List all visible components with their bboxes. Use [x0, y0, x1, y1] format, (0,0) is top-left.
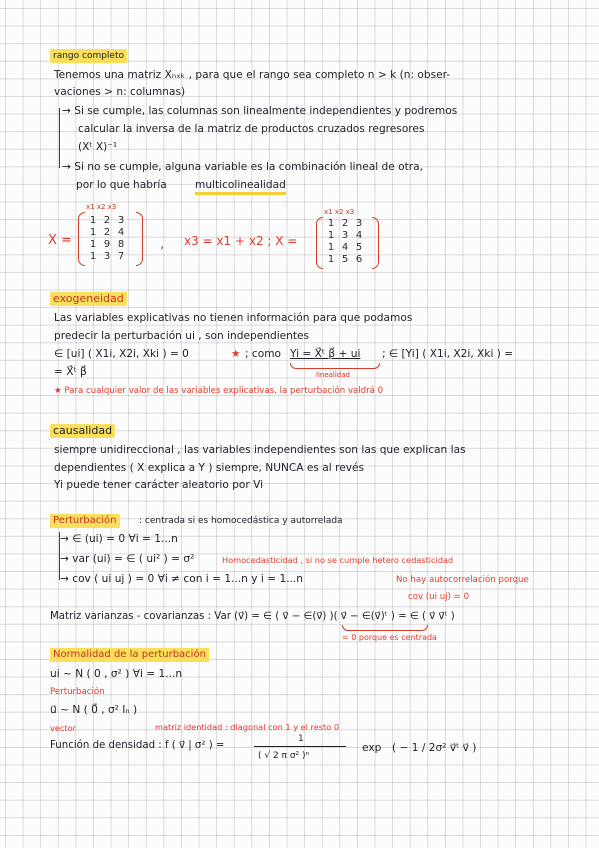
text-line: dependientes ( X explica a Y ) siempre, NUNCA es al revés [54, 462, 365, 474]
annotation: matriz identidad : diagonal con 1 y el resto 0 [155, 722, 340, 732]
bracket-line [59, 108, 60, 168]
formula: Función de densidad : f ( v⃗ | σ² ) = [50, 740, 225, 751]
matrix-x1 [86, 214, 128, 262]
note: ★ Para cualquier valor de las variables explicativas, la perturbación valdrá 0 [54, 386, 384, 396]
highlighted-term: multicolinealidad [195, 178, 286, 195]
bullet-text: por lo que habría [76, 179, 167, 191]
formula: ; ∈ [Yi] ( X1i, X2i, Xki ) = [382, 348, 514, 360]
formula: u⃗ ~ N ( 0⃗ , σ² Iₙ ) [50, 704, 138, 716]
text-line: Tenemos una matriz Xₙₓₖ , para que el rango sea completo n > k (n: obser- [54, 69, 451, 81]
matrix-cell: 3 [341, 229, 349, 241]
formula: ∈ [ui] ( X1i, X2i, Xki ) = 0 [54, 348, 189, 360]
text-line: siempre unidireccional , las variables independientes son las que explican las [54, 444, 466, 456]
matrix-label: X = [48, 233, 72, 248]
matrix-cell: 1 [327, 253, 335, 265]
matrix-cell: 1 [89, 226, 97, 238]
matrix-column-heads: x1 x2 x3 [324, 208, 355, 216]
formula: Yi = X⃗ᵗ β⃗ + ui [290, 348, 361, 360]
label-vector: vector [50, 723, 76, 733]
fraction-numerator: 1 [298, 734, 304, 744]
matrix-cell: 3 [117, 214, 125, 226]
bullet-text: → Si se cumple, las columnas son linealmente independientes y podremos [62, 105, 458, 117]
matrix-x2 [324, 217, 366, 265]
text-line: : centrada si es homocedástica y autorrelada [139, 516, 343, 526]
text-line: Las variables explicativas no tienen información para que podamos [54, 312, 413, 324]
bullet-text: → Si no se cumple, alguna variable es la combinación lineal de otra, [62, 161, 423, 173]
matrix-cell: 6 [355, 253, 363, 265]
matrix-bracket-right [372, 217, 379, 269]
matrix-cell: 3 [103, 250, 111, 262]
label-perturbacion: Perturbación [50, 687, 105, 697]
formula: Matriz varianzas - covarianzas : Var (v⃗) = ∈ ( v⃗ − ∈(v⃗) )( v⃗ − ∈(v⃗)ᵗ ) = ∈ ( v⃗ v⃗ᵗ ) [50, 611, 455, 622]
matrix-table [324, 217, 366, 265]
text-line: Yi puede tener carácter aleatorio por Vi [54, 479, 264, 491]
annotation: Homocedasticidad , si no se cumple hetero cedasticidad [222, 555, 454, 565]
comma: , [160, 237, 165, 252]
annotation: = 0 porque es centrada [342, 633, 437, 642]
matrix-cell: 2 [103, 226, 111, 238]
bullet-text: → cov ( ui uj ) = 0 ∀i ≠ con i = 1...n y i = 1...n [60, 573, 304, 585]
fraction-denominator: ( √ 2 π σ² )ⁿ [258, 751, 310, 761]
matrix-cell: 1 [327, 229, 335, 241]
matrix-bracket-left [316, 217, 323, 269]
matrix-bracket-right [136, 212, 143, 266]
fraction-bar [254, 746, 346, 747]
matrix-cell: 4 [355, 229, 363, 241]
equation: x3 = x1 + x2 ; X = [184, 234, 298, 248]
matrix-cell: 1 [327, 217, 335, 229]
matrix-cell: 8 [117, 238, 125, 250]
matrix-cell: 4 [341, 241, 349, 253]
matrix-cell: 5 [341, 253, 349, 265]
annotation: No hay autocorrelación porque [396, 575, 529, 585]
matrix-table [86, 214, 128, 262]
matrix-cell: 3 [355, 217, 363, 229]
matrix-cell: 1 [89, 238, 97, 250]
formula: ( − 1 / 2σ² v⃗ᵗ v⃗ ) [392, 742, 477, 754]
annotation: cov (ui uj) = 0 [408, 592, 470, 602]
matrix-cell: 2 [103, 214, 111, 226]
formula: = X⃗ᵗ β⃗ [54, 366, 87, 378]
bullet-text: calcular la inversa de la matriz de productos cruzados regresores [78, 123, 425, 135]
star-icon: ★ [231, 348, 241, 360]
matrix-cell: 9 [103, 238, 111, 250]
matrix-cell: 2 [341, 217, 349, 229]
section-title-causalidad: causalidad [50, 424, 115, 438]
matrix-cell: 7 [117, 250, 125, 262]
section-title-normalidad: Normalidad de la perturbación [50, 648, 209, 662]
section-title-rango: rango completo [50, 49, 127, 63]
matrix-cell: 5 [355, 241, 363, 253]
formula: (Xᵗ X)⁻¹ [78, 141, 118, 153]
matrix-cell: 1 [327, 241, 335, 253]
section-title-perturbacion: Perturbación [50, 514, 120, 528]
text-line: ; como [245, 348, 282, 360]
matrix-cell: 1 [89, 250, 97, 262]
matrix-bracket-left [78, 212, 85, 266]
matrix-column-heads: x1 x2 x3 [86, 203, 117, 211]
formula: ui ~ N ( 0 , σ² ) ∀i = 1...n [50, 668, 183, 680]
text-line: vaciones > n: columnas) [54, 86, 186, 98]
annotation-linealidad: linealidad [316, 371, 350, 379]
section-title-exogeneidad: exogeneidad [50, 292, 127, 306]
formula: exp [362, 742, 382, 754]
bullet-text: → ∈ (ui) = 0 ∀i = 1...n [60, 533, 178, 545]
matrix-cell: 4 [117, 226, 125, 238]
matrix-cell: 1 [89, 214, 97, 226]
text-line: predecir la perturbación ui , son independientes [54, 330, 310, 342]
bullet-text: → var (ui) = ∈ ( ui² ) = σ² [60, 553, 195, 565]
